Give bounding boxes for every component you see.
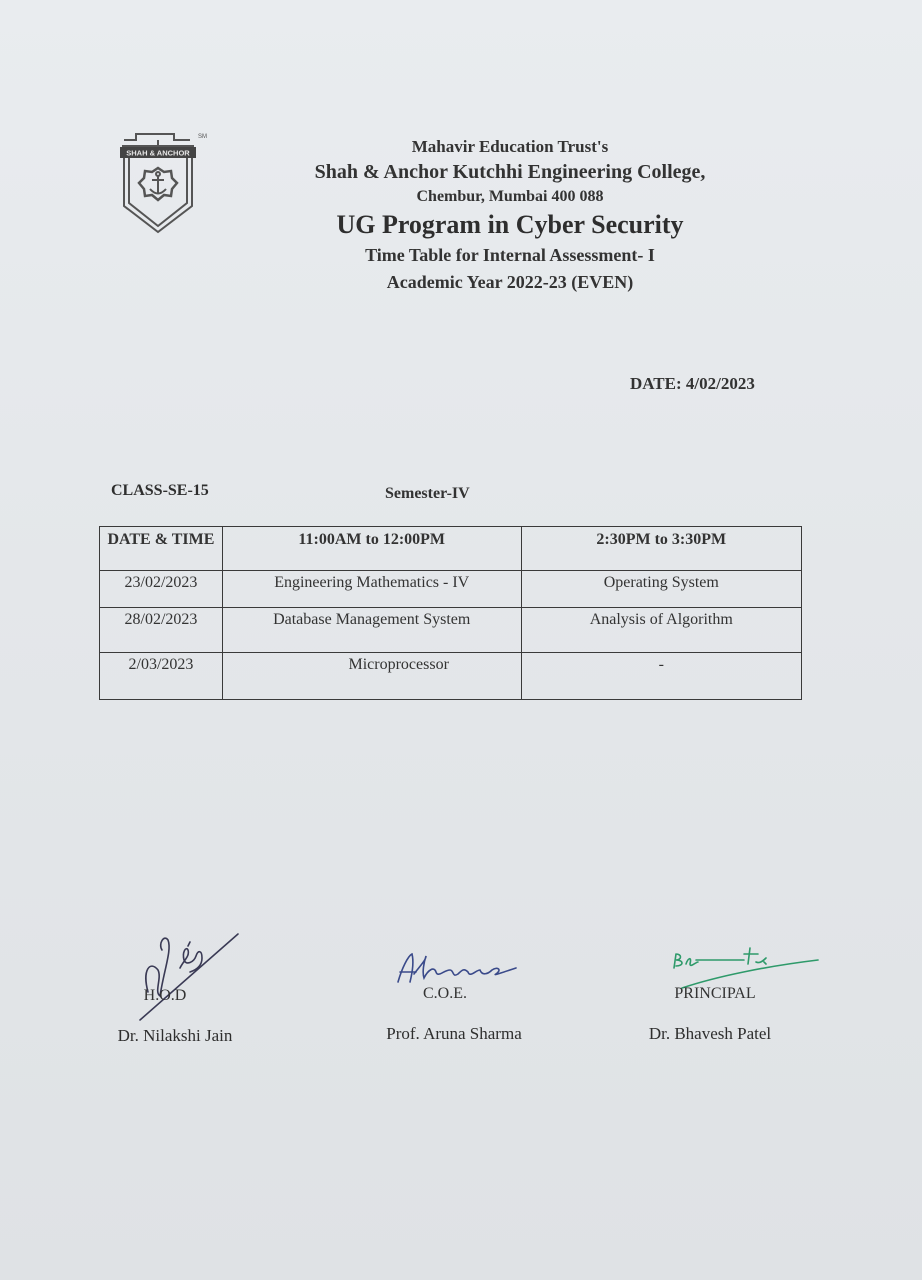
coe-block	[400, 985, 490, 1003]
table-row	[100, 608, 802, 653]
hod-signature	[128, 930, 243, 1022]
coe-role: C.O.E.	[423, 985, 467, 1002]
principal-block	[650, 985, 780, 1003]
program-title: UG Program in Cyber Security	[336, 210, 684, 239]
college-logo	[110, 128, 210, 238]
timetable-title: Time Table for Internal Assessment- I	[365, 245, 655, 265]
afternoon-subject: Analysis of Algorithm	[521, 608, 801, 653]
exam-date: 2/03/2023	[100, 653, 223, 700]
afternoon-subject: Operating System	[521, 571, 801, 608]
coe-name-block	[364, 1024, 544, 1044]
issue-date: DATE: 4/02/2023	[630, 374, 755, 393]
morning-subject: Microprocessor	[222, 653, 521, 700]
hod-role: H.O.D	[143, 987, 187, 1004]
header-morning-slot: 11:00AM to 12:00PM	[222, 527, 521, 571]
header-date-time: DATE & TIME	[100, 527, 223, 571]
timetable	[99, 526, 802, 700]
morning-subject: Database Management System	[222, 608, 521, 653]
hod-name-block	[95, 1026, 255, 1046]
trust-name: Mahavir Education Trust's	[411, 137, 609, 156]
principal-name-block	[630, 1024, 790, 1044]
principal-role: PRINCIPAL	[674, 985, 756, 1002]
academic-year: Academic Year 2022-23 (EVEN)	[386, 272, 634, 292]
college-name: Shah & Anchor Kutchhi Engineering College,	[314, 161, 706, 183]
table-row	[100, 571, 802, 608]
exam-date: 28/02/2023	[100, 608, 223, 653]
college-address: Chembur, Mumbai 400 088	[416, 188, 604, 205]
svg-text:SHAH & ANCHOR: SHAH & ANCHOR	[126, 148, 190, 158]
coe-signature	[392, 948, 522, 988]
hod-block	[110, 987, 220, 1005]
header-afternoon-slot: 2:30PM to 3:30PM	[521, 527, 801, 571]
afternoon-subject: -	[521, 653, 801, 700]
coe-name: Prof. Aruna Sharma	[386, 1024, 522, 1043]
exam-date: 23/02/2023	[100, 571, 223, 608]
morning-subject: Engineering Mathematics - IV	[222, 571, 521, 608]
class-label: CLASS-SE-15	[111, 482, 209, 499]
document-header	[250, 136, 770, 296]
table-row	[100, 653, 802, 700]
semester-label: Semester-IV	[385, 485, 470, 502]
svg-text:SM: SM	[198, 134, 207, 140]
hod-name: Dr. Nilakshi Jain	[117, 1026, 233, 1045]
table-header-row	[100, 527, 802, 571]
principal-name: Dr. Bhavesh Patel	[648, 1024, 772, 1043]
